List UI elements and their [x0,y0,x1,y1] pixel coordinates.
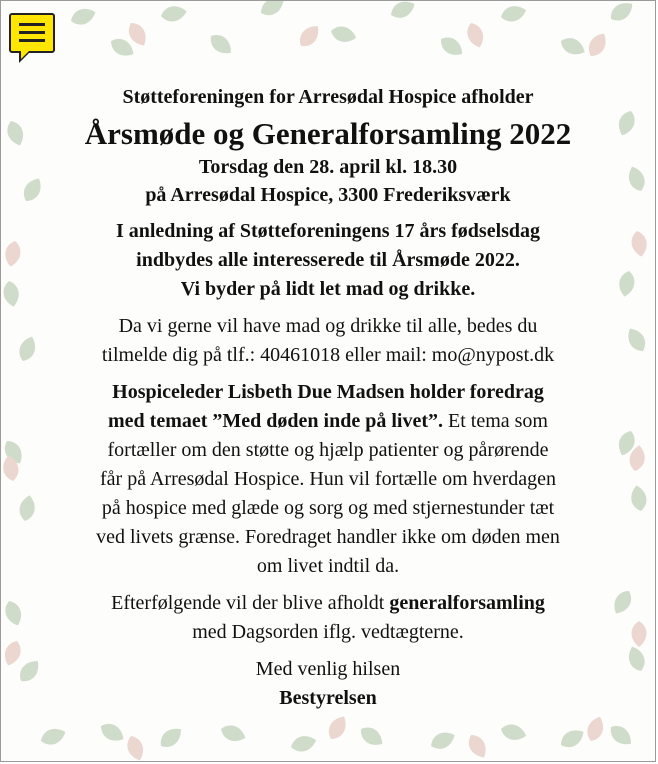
intro-line: Støtteforeningen for Arresødal Hospice afholder [122,86,534,108]
announcement-text [41,83,615,713]
closing [41,655,615,713]
sticky-note-icon[interactable] [9,13,55,53]
lecture-line-2 [41,407,615,436]
lecture-line-7: om livet indtil da. [256,555,400,577]
closing-signature: Bestyrelsen [279,687,377,709]
lecture-line-4: får på Arresødal Hospice. Hun vil fortælle om hverdagen [100,468,556,490]
event-date: Torsdag den 28. april kl. 18.30 [198,156,458,178]
occasion-paragraph [41,217,615,304]
page-title: Årsmøde og Generalforsamling 2022 [84,116,572,151]
occasion-line-3: Vi byder på lidt let mad og drikke. [180,278,476,300]
signup-line-2: tilmelde dig på tlf.: 40461018 eller mail: mo@nypost.dk [101,344,555,366]
event-place: på Arresødal Hospice, 3300 Frederiksværk [145,184,511,206]
agm-line-1-pre: Efterfølgende vil der blive afholdt [111,592,390,614]
lecture-line-6: ved livets grænse. Foredraget handler ikke om døden men [96,526,560,548]
signup-line-1: Da vi gerne vil have mad og drikke til alle, bedes du [118,315,538,337]
signup-paragraph [41,312,615,370]
agm-line-2: med Dagsorden iflg. vedtægterne. [192,621,464,643]
closing-greeting: Med venlig hilsen [255,658,401,680]
lecture-line-5: på hospice med glæde og sorg og med stjernestunder tæt [101,497,555,519]
lecture-theme: med temaet ”Med døden inde på livet”. [108,410,443,432]
lecture-line-1: Hospiceleder Lisbeth Due Madsen holder foredrag [112,381,544,403]
agm-line-1 [41,589,615,618]
occasion-line-2: indbydes alle interesserede til Årsmøde 2022. [136,249,520,271]
lecture-paragraph [41,378,615,581]
lecture-line-3: fortæller om den støtte og hjælp patienter og pårørende [107,439,549,461]
occasion-line-1: I anledning af Støtteforeningens 17 års fødselsdag [115,220,541,242]
agm-keyword: generalforsamling [389,592,545,614]
agm-paragraph [41,589,615,647]
lecture-line-2-rest: Et tema som [443,410,548,432]
